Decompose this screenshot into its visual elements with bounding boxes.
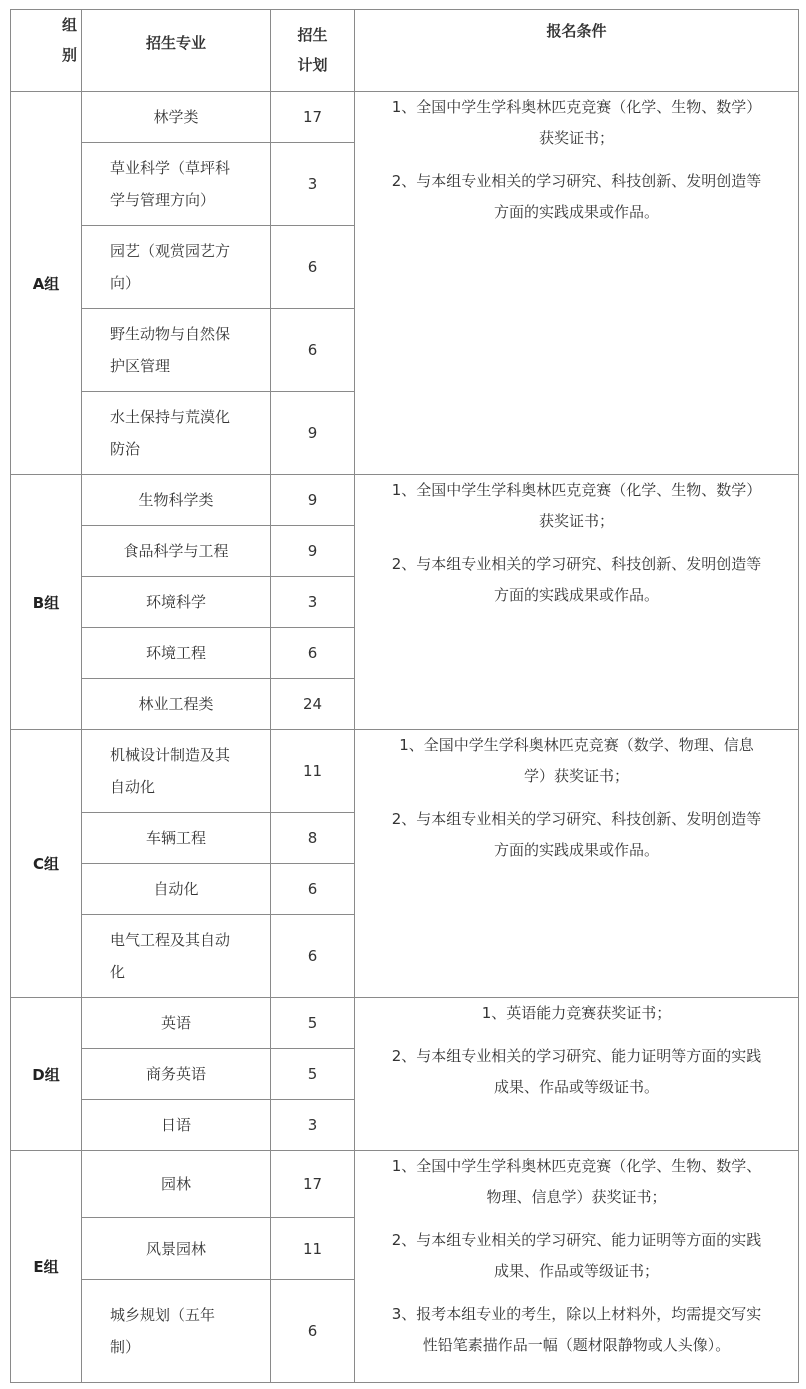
major-name-line: 机械设计制造及其 xyxy=(110,746,231,764)
major-name-line: 水土保持与荒漠化 xyxy=(110,408,231,426)
requirement-line: 获奖证书； xyxy=(538,129,614,147)
requirement-line: 3、报考本组专业的考生，除以上材料外，均需提交写实 xyxy=(391,1305,762,1323)
requirement-item xyxy=(355,1041,798,1103)
plan-count: 11 xyxy=(271,730,355,813)
requirement-item xyxy=(355,804,798,866)
major-name-line: 环境工程 xyxy=(145,644,206,662)
header-major: 招生专业 xyxy=(82,10,271,92)
major-cell xyxy=(82,1049,271,1100)
table-row xyxy=(11,92,799,143)
plan-count: 17 xyxy=(271,92,355,143)
major-cell xyxy=(82,864,271,915)
requirement-line: 学）获奖证书； xyxy=(523,767,629,785)
major-cell xyxy=(82,1100,271,1151)
major-name-line: 防治 xyxy=(110,440,141,458)
requirement-line: 1、全国中学生学科奥林匹克竞赛（化学、生物、数学、 xyxy=(391,1157,762,1175)
major-name-line: 林学类 xyxy=(153,108,199,126)
plan-count: 6 xyxy=(271,1280,355,1383)
major-name-line: 风景园林 xyxy=(145,1239,206,1258)
plan-count: 5 xyxy=(271,1049,355,1100)
major-name-line: 园艺（观赏园艺方 xyxy=(110,242,231,260)
major-cell xyxy=(82,143,271,226)
requirements-d xyxy=(355,998,799,1151)
group-a-label: A组 xyxy=(11,92,82,475)
requirement-line: 方面的实践成果或作品。 xyxy=(493,841,659,859)
major-name-line: 化 xyxy=(110,963,126,981)
major-name-line: 护区管理 xyxy=(110,357,171,375)
major-name-line: 林业工程类 xyxy=(138,695,214,713)
requirement-line: 性铅笔素描作品一幅（题材限静物或人头像）。 xyxy=(422,1336,731,1354)
requirements-e xyxy=(355,1151,799,1383)
table-row xyxy=(11,730,799,813)
major-cell xyxy=(82,998,271,1049)
requirement-line: 成果、作品或等级证书。 xyxy=(493,1078,659,1096)
major-cell xyxy=(82,1218,271,1280)
plan-count: 6 xyxy=(271,226,355,309)
requirement-line: 2、与本组专业相关的学习研究、科技创新、发明创造等 xyxy=(391,172,762,190)
major-cell xyxy=(82,526,271,577)
plan-count: 6 xyxy=(271,864,355,915)
major-name-line: 自动化 xyxy=(153,880,199,898)
major-cell xyxy=(82,730,271,813)
group-d-label: D组 xyxy=(11,998,82,1151)
major-cell xyxy=(82,813,271,864)
requirement-line: 1、全国中学生学科奥林匹克竞赛（化学、生物、数学） xyxy=(391,98,762,116)
major-cell xyxy=(82,628,271,679)
plan-count: 9 xyxy=(271,392,355,475)
major-name-line: 自动化 xyxy=(110,778,156,796)
plan-count: 3 xyxy=(271,1100,355,1151)
major-name-line: 草业科学（草坪科 xyxy=(110,159,231,177)
requirement-line: 成果、作品或等级证书； xyxy=(493,1262,659,1280)
major-name-line: 电气工程及其自动 xyxy=(110,931,231,949)
table-row xyxy=(11,1151,799,1218)
major-cell xyxy=(82,679,271,730)
plan-count: 11 xyxy=(271,1218,355,1280)
requirement-line: 1、英语能力竞赛获奖证书； xyxy=(481,1004,672,1022)
enrollment-table xyxy=(10,9,799,1383)
header-plan: 招生 计划 xyxy=(271,10,355,92)
plan-count: 3 xyxy=(271,577,355,628)
major-cell xyxy=(82,392,271,475)
major-cell xyxy=(82,475,271,526)
table-row xyxy=(11,998,799,1049)
requirements-a xyxy=(355,92,799,475)
requirements-b xyxy=(355,475,799,730)
major-name-line: 学与管理方向） xyxy=(110,191,216,209)
group-c-label: C组 xyxy=(11,730,82,998)
major-cell xyxy=(82,226,271,309)
requirement-item xyxy=(355,730,798,792)
requirement-item xyxy=(355,92,798,154)
major-name-line: 环境科学 xyxy=(145,593,206,611)
plan-count: 9 xyxy=(271,526,355,577)
requirement-line: 2、与本组专业相关的学习研究、能力证明等方面的实践 xyxy=(391,1231,762,1249)
major-name-line: 向） xyxy=(110,274,141,292)
major-name-line: 野生动物与自然保 xyxy=(110,325,231,343)
major-name-line: 日语 xyxy=(160,1116,191,1134)
requirement-item xyxy=(355,475,798,537)
table-body xyxy=(11,92,799,1383)
requirement-line: 物理、信息学）获奖证书； xyxy=(486,1188,667,1206)
requirement-item xyxy=(355,166,798,228)
requirement-line: 获奖证书； xyxy=(538,512,614,530)
requirement-line: 2、与本组专业相关的学习研究、科技创新、发明创造等 xyxy=(391,555,762,573)
major-name-line: 生物科学类 xyxy=(138,491,214,509)
plan-count: 9 xyxy=(271,475,355,526)
major-cell xyxy=(82,309,271,392)
requirement-item xyxy=(355,1299,798,1361)
requirement-line: 2、与本组专业相关的学习研究、科技创新、发明创造等 xyxy=(391,810,762,828)
major-name-line: 商务英语 xyxy=(145,1065,206,1083)
plan-count: 5 xyxy=(271,998,355,1049)
major-name-line: 英语 xyxy=(160,1014,191,1032)
group-b-label: B组 xyxy=(11,475,82,730)
major-cell xyxy=(82,577,271,628)
plan-count: 6 xyxy=(271,309,355,392)
requirement-line: 1、全国中学生学科奥林匹克竞赛（数学、物理、信息 xyxy=(399,736,754,754)
table-row xyxy=(11,475,799,526)
requirement-item xyxy=(355,549,798,611)
header-row xyxy=(11,10,799,92)
major-cell xyxy=(82,915,271,998)
plan-count: 24 xyxy=(271,679,355,730)
requirement-item xyxy=(355,998,798,1029)
plan-count: 6 xyxy=(271,915,355,998)
header-requirements: 报名条件 xyxy=(355,10,799,92)
requirement-item xyxy=(355,1225,798,1287)
major-name-line: 制） xyxy=(110,1338,141,1356)
major-cell xyxy=(82,92,271,143)
plan-count: 6 xyxy=(271,628,355,679)
requirement-line: 方面的实践成果或作品。 xyxy=(493,203,659,221)
major-name-line: 城乡规划（五年 xyxy=(110,1306,216,1324)
plan-count: 8 xyxy=(271,813,355,864)
major-cell xyxy=(82,1280,271,1383)
plan-count: 3 xyxy=(271,143,355,226)
header-group: 组 别 xyxy=(11,10,82,92)
major-cell xyxy=(82,1151,271,1218)
plan-count: 17 xyxy=(271,1151,355,1218)
major-name-line: 园林 xyxy=(160,1175,191,1193)
major-name-line: 车辆工程 xyxy=(145,829,206,847)
requirement-item xyxy=(355,1151,798,1213)
group-e-label: E组 xyxy=(11,1151,82,1383)
requirement-line: 2、与本组专业相关的学习研究、能力证明等方面的实践 xyxy=(391,1047,762,1065)
requirement-line: 1、全国中学生学科奥林匹克竞赛（化学、生物、数学） xyxy=(391,481,762,499)
requirement-line: 方面的实践成果或作品。 xyxy=(493,586,659,604)
major-name-line: 食品科学与工程 xyxy=(123,542,229,560)
requirements-c xyxy=(355,730,799,998)
